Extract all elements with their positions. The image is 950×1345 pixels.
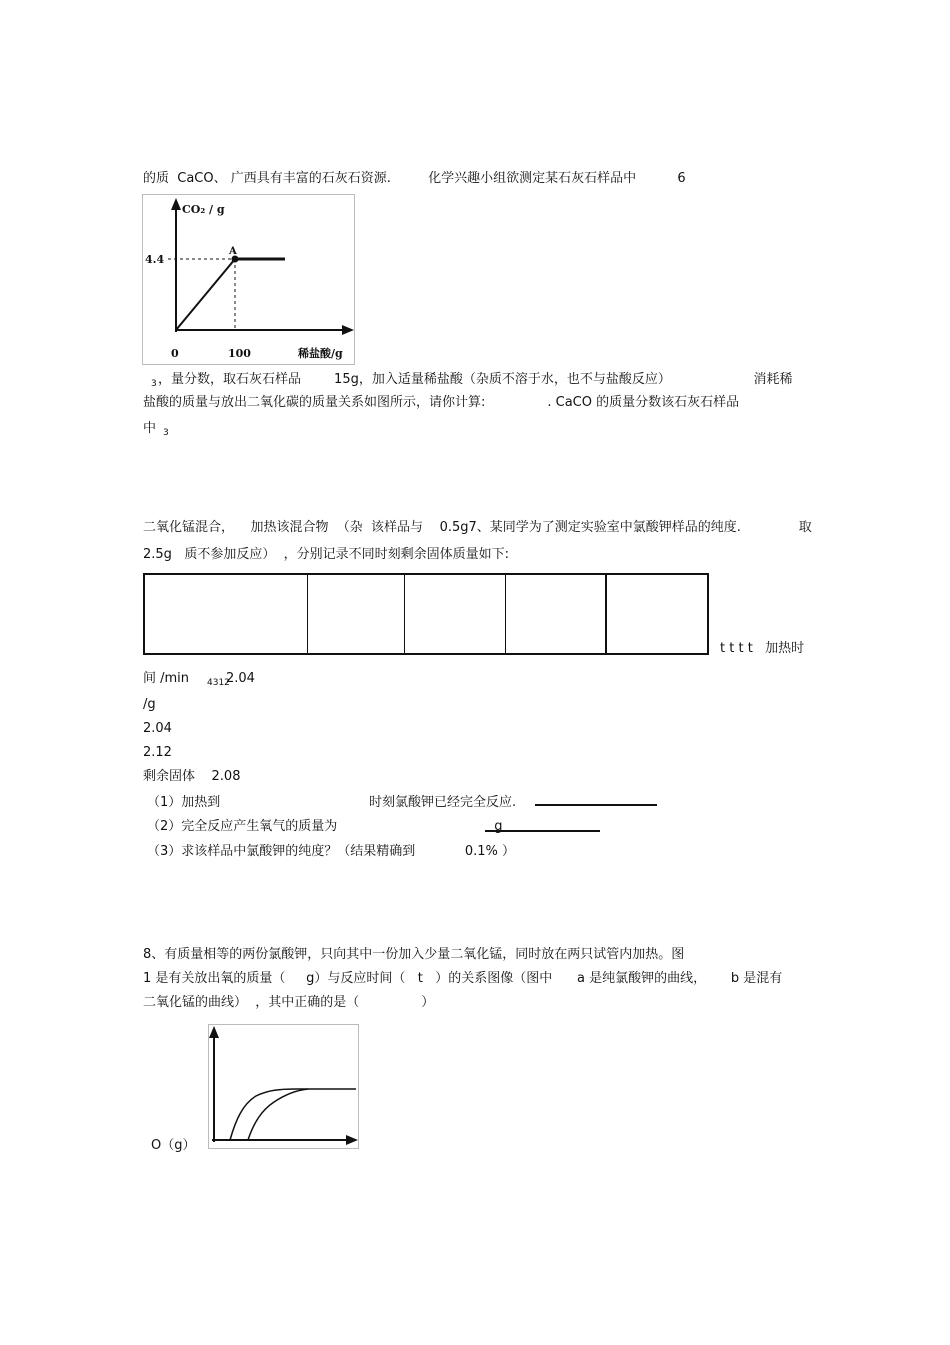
value-2: 2.12: [143, 745, 172, 760]
x-axis-arrow-icon: [342, 325, 354, 335]
point-a-label: A: [229, 246, 237, 257]
oxygen-graph-label: O（g）: [151, 1138, 196, 1153]
sub-question-1: （1）加热到 时刻氯酸钾已经完全反应.: [147, 795, 517, 810]
table-divider-2: [404, 575, 405, 653]
y-value-label: 4.4: [145, 253, 165, 266]
x-axis-label: 稀盐酸/g: [298, 347, 343, 360]
q8-line-1: 8、有质量相等的两份氯酸钾，只向其中一份加入少量二氧化锰，同时放在两只试管内加热。图: [143, 947, 685, 962]
sub-question-3: （3）求该样品中氯酸钾的纯度？（结果精确到 0.1% ）: [147, 844, 516, 859]
curve-b: [230, 1089, 356, 1140]
x-value-label: 100: [228, 347, 251, 360]
table-divider-4: [605, 575, 607, 653]
unit-g: /g: [143, 697, 156, 712]
answer-blank-2[interactable]: [485, 830, 600, 832]
oxygen-graph: [208, 1024, 360, 1150]
origin-label: 0: [171, 347, 179, 360]
x-axis-arrow-icon: [346, 1135, 358, 1145]
table-divider-1: [307, 575, 308, 653]
co2-graph: [142, 194, 357, 366]
y-axis-arrow-icon: [171, 198, 181, 210]
table-divider-3: [505, 575, 506, 653]
table-side-text: t t t t 加热时: [720, 641, 805, 656]
q8-line-2: 1 是有关放出氧的质量（ g）与反应时间（ t ）的关系图像（图中 a 是纯氯酸钾的曲线， b 是混有: [143, 971, 783, 986]
y-axis-label: CO₂ / g: [182, 203, 225, 216]
q8-line-3: 二氧化锰的曲线） ，其中正确的是（ ）: [143, 995, 435, 1010]
row-time-value: 2.04: [226, 671, 255, 686]
q2-line-2: 2.5g 质不参加反应） ，分别记录不同时刻剩余固体质量如下:: [143, 547, 509, 562]
curve-a: [248, 1089, 308, 1140]
row-time-label: 间 /min: [143, 671, 190, 686]
answer-blank-1[interactable]: [535, 804, 657, 806]
q1-line-2: ，量分数，取石灰石样品 15g，加入适量稀盐酸（杂质不溶于水，也不与盐酸反应） 消耗稀: [158, 372, 793, 387]
data-table: [143, 573, 709, 655]
co2-rising-line: [176, 259, 235, 330]
q1-line-1: 的质 CaCO、 广西具有丰富的石灰石资源. 化学兴趣小组欲测定某石灰石样品中 6: [143, 171, 686, 186]
q1-line-2-subscript: 3: [151, 379, 157, 389]
q1-line-4: 中: [143, 421, 157, 436]
q2-line-1: 二氧化锰混合， 加热该混合物 （杂 该样品与 0.5g7、某同学为了测定实验室中氯酸钾样品的纯度. 取: [143, 520, 812, 535]
sub-question-2: （2）完全反应产生氧气的质量为 g: [147, 819, 503, 834]
value-1: 2.04: [143, 721, 172, 736]
remaining-solid-label: 剩余固体 2.08: [143, 769, 241, 784]
q1-line-3: 盐酸的质量与放出二氧化碳的质量关系如图所示，请你计算: . CaCO 的质量分数该石灰石样品: [143, 395, 740, 410]
y-axis-arrow-icon: [209, 1026, 219, 1038]
row-time-small: 4312: [207, 678, 230, 688]
q1-line-4-subscript: 3: [163, 428, 169, 438]
